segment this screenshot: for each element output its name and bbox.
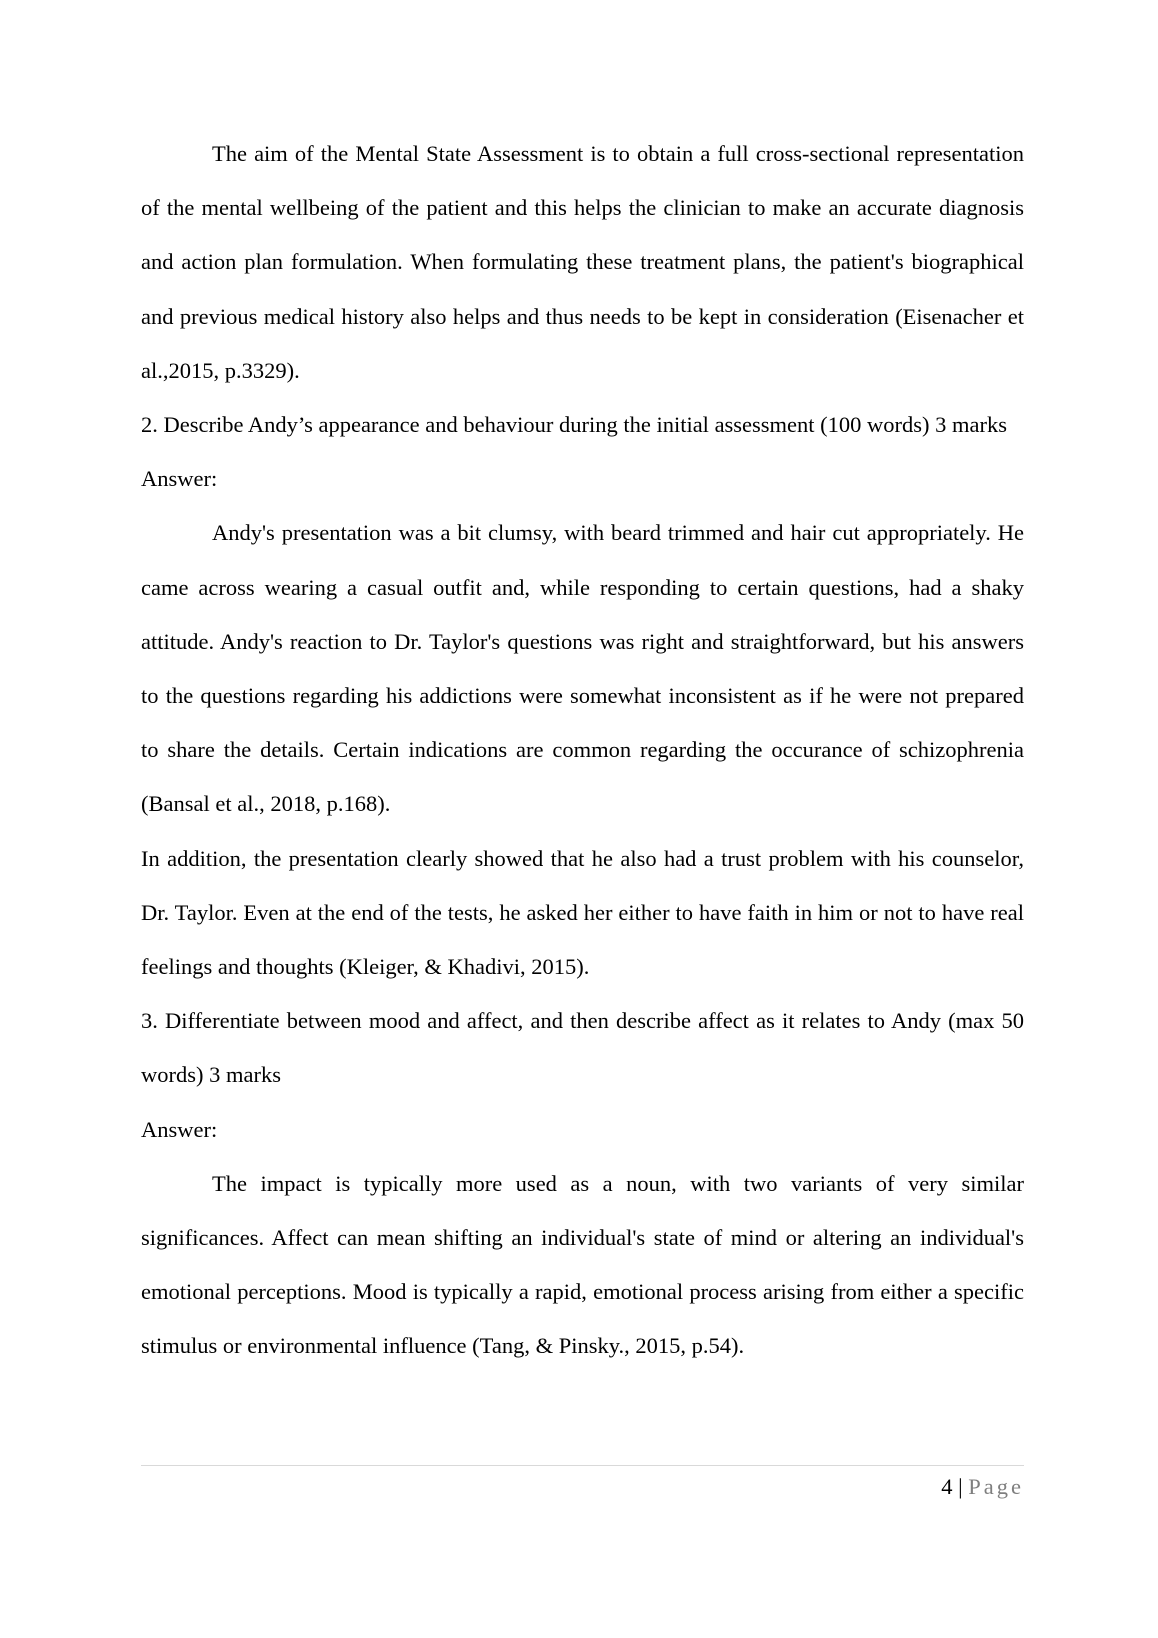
question-3-heading: 3. Differentiate between mood and affect, and then describe affect as it relates to Andy (max 50 words) 3 marks	[141, 1008, 1024, 1088]
question-2-heading: 2. Describe Andy’s appearance and behaviour during the initial assessment (100 words) 3 marks	[141, 412, 1008, 438]
page-separator: |	[958, 1474, 963, 1499]
answer-2-label: Answer:	[141, 466, 218, 492]
answer-3-label: Answer:	[141, 1116, 218, 1142]
page-number-label	[941, 1472, 1024, 1502]
paragraph-mental-state-aim: The aim of the Mental State Assessment is to obtain a full cross-sectional representation of the mental wellbeing of the patient and this helps the clinician to make an accurate diagnosis and action plan formulation. When formulating these treatment plans, the patient's biographical and previous medical history also helps and thus needs to be kept in consideration (Eisenacher et al.,2015, p.3329).	[141, 141, 1024, 383]
page-footer	[141, 1465, 1024, 1499]
document-body	[141, 127, 1024, 1374]
paragraph-mood-affect: The impact is typically more used as a noun, with two variants of very similar significances. Affect can mean shifting an individual's state of mind or altering an individual's emotional perceptions. Mood is typically a rapid, emotional process arising from either a specific stimulus or environmental influence (Tang, & Pinsky., 2015, p.54).	[141, 1170, 1024, 1359]
page-word: Page	[968, 1474, 1024, 1499]
paragraph-andy-presentation: Andy's presentation was a bit clumsy, with beard trimmed and hair cut appropriately. He came across wearing a casual outfit and, while responding to certain questions, had a shaky attitude. Andy's reaction to Dr. Taylor's questions was right and straightforward, but his answers to the questions regarding his addictions were somewhat inconsistent as if he were not prepared to share the details. Certain indications are common regarding the occurance of schizophrenia (Bansal et al., 2018, p.168).	[141, 520, 1024, 817]
page-number: 4	[941, 1474, 953, 1499]
paragraph-trust-problem: In addition, the presentation clearly showed that he also had a trust problem with his counselor, Dr. Taylor. Even at the end of the tests, he asked her either to have faith in him or not to have real feelings and thoughts (Kleiger, & Khadivi, 2015).	[141, 845, 1024, 980]
